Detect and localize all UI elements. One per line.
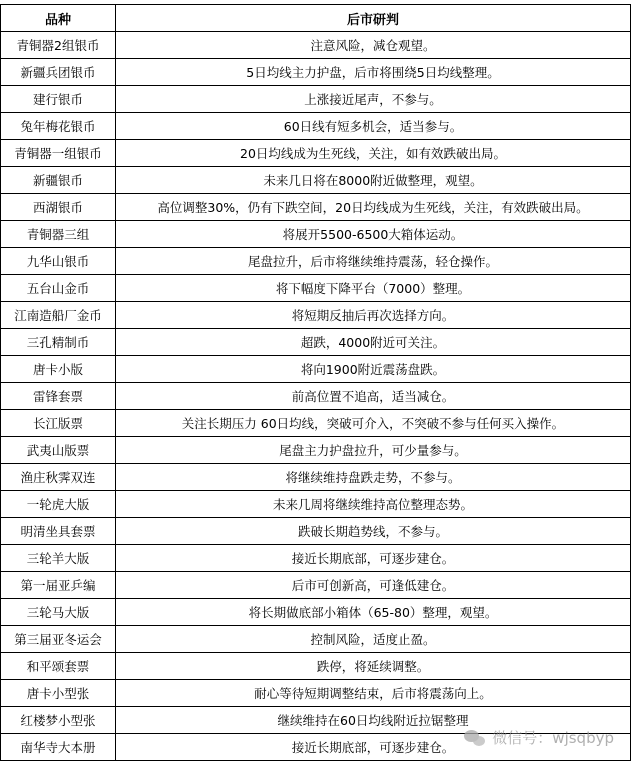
- variety-cell: 雷锋套票: [1, 383, 116, 410]
- outlook-cell: 后市可创新高，可逢低建仓。: [116, 572, 631, 599]
- outlook-cell: 5日均线主力护盘，后市将围绕5日均线整理。: [116, 59, 631, 86]
- table-row: [1, 545, 631, 572]
- variety-cell: 一轮虎大版: [1, 491, 116, 518]
- outlook-cell: 前高位置不追高，适当减仓。: [116, 383, 631, 410]
- table-row: [1, 113, 631, 140]
- wechat-watermark: [464, 727, 614, 748]
- header-outlook: 后市研判: [116, 5, 631, 32]
- outlook-cell: 将继续维持盘跌走势，不参与。: [116, 464, 631, 491]
- table-row: [1, 32, 631, 59]
- outlook-cell: 将长期做底部小箱体（65-80）整理，观望。: [116, 599, 631, 626]
- variety-cell: 新疆兵团银币: [1, 59, 116, 86]
- outlook-cell: 超跌，4000附近可关注。: [116, 329, 631, 356]
- table-row: [1, 410, 631, 437]
- outlook-cell: 继续维持在60日均线附近拉锯整理: [116, 707, 631, 734]
- outlook-cell: 将向1900附近震荡盘跌。: [116, 356, 631, 383]
- outlook-cell: 耐心等待短期调整结束，后市将震荡向上。: [116, 680, 631, 707]
- variety-cell: 渔庄秋霁双连: [1, 464, 116, 491]
- table-row: [1, 491, 631, 518]
- variety-cell: 西湖银币: [1, 194, 116, 221]
- variety-cell: 建行银币: [1, 86, 116, 113]
- table-row: [1, 464, 631, 491]
- outlook-cell: 未来几周将继续维持高位整理态势。: [116, 491, 631, 518]
- outlook-cell: 跌破长期趋势线，不参与。: [116, 518, 631, 545]
- outlook-cell: 60日线有短多机会，适当参与。: [116, 113, 631, 140]
- table-row: [1, 248, 631, 275]
- variety-cell: 南华寺大本册: [1, 734, 116, 761]
- outlook-cell: 接近长期底部，可逐步建仓。: [116, 545, 631, 572]
- table-row: [1, 383, 631, 410]
- variety-cell: 新疆银币: [1, 167, 116, 194]
- variety-cell: 江南造船厂金币: [1, 302, 116, 329]
- outlook-cell: 注意风险，减仓观望。: [116, 32, 631, 59]
- outlook-cell: 将短期反抽后再次选择方向。: [116, 302, 631, 329]
- outlook-cell: 未来几日将在8000附近做整理，观望。: [116, 167, 631, 194]
- table-row: [1, 140, 631, 167]
- outlook-cell: 尾盘主力护盘拉升，可少量参与。: [116, 437, 631, 464]
- variety-cell: 第三届亚冬运会: [1, 626, 116, 653]
- outlook-cell: 上涨接近尾声，不参与。: [116, 86, 631, 113]
- variety-cell: 三轮马大版: [1, 599, 116, 626]
- outlook-cell: 接近长期底部，可逐步建仓。: [116, 734, 631, 761]
- table-row: [1, 86, 631, 113]
- variety-cell: 九华山银币: [1, 248, 116, 275]
- table-row: [1, 59, 631, 86]
- wechat-icon: [464, 729, 486, 747]
- variety-cell: 青铜器一组银币: [1, 140, 116, 167]
- outlook-cell: 将展开5500-6500大箱体运动。: [116, 221, 631, 248]
- variety-cell: 三孔精制币: [1, 329, 116, 356]
- variety-cell: 唐卡小版: [1, 356, 116, 383]
- table-row: [1, 653, 631, 680]
- variety-cell: 青铜器三组: [1, 221, 116, 248]
- variety-cell: 和平颂套票: [1, 653, 116, 680]
- watermark-text: 微信号：wjsqbyp: [492, 729, 614, 747]
- table-header-row: [1, 5, 631, 32]
- outlook-cell: 20日均线成为生死线，关注，如有效跌破出局。: [116, 140, 631, 167]
- table-row: [1, 518, 631, 545]
- table-row: [1, 302, 631, 329]
- outlook-cell: 控制风险，适度止盈。: [116, 626, 631, 653]
- variety-cell: 长江版票: [1, 410, 116, 437]
- variety-cell: 明清坐具套票: [1, 518, 116, 545]
- table-row: [1, 167, 631, 194]
- table-row: [1, 356, 631, 383]
- table-row: [1, 680, 631, 707]
- outlook-cell: 跌停，将延续调整。: [116, 653, 631, 680]
- table-row: [1, 329, 631, 356]
- table-row: [1, 626, 631, 653]
- variety-cell: 第一届亚乒编: [1, 572, 116, 599]
- variety-cell: 红楼梦小型张: [1, 707, 116, 734]
- table-row: [1, 572, 631, 599]
- table-row: [1, 437, 631, 464]
- table-row: [1, 221, 631, 248]
- outlook-cell: 关注长期压力 60日均线，突破可介入，不突破不参与任何买入操作。: [116, 410, 631, 437]
- header-variety: 品种: [1, 5, 116, 32]
- table-row: [1, 194, 631, 221]
- variety-cell: 唐卡小型张: [1, 680, 116, 707]
- outlook-cell: 尾盘拉升，后市将继续维持震荡，轻仓操作。: [116, 248, 631, 275]
- table-row: [1, 275, 631, 302]
- outlook-cell: 将下幅度下降平台（7000）整理。: [116, 275, 631, 302]
- market-outlook-table: [0, 4, 631, 761]
- variety-cell: 武夷山版票: [1, 437, 116, 464]
- variety-cell: 三轮羊大版: [1, 545, 116, 572]
- variety-cell: 青铜器2组银币: [1, 32, 116, 59]
- variety-cell: 兔年梅花银币: [1, 113, 116, 140]
- outlook-cell: 高位调整30%，仍有下跌空间，20日均线成为生死线，关注，有效跌破出局。: [116, 194, 631, 221]
- variety-cell: 五台山金币: [1, 275, 116, 302]
- table-row: [1, 599, 631, 626]
